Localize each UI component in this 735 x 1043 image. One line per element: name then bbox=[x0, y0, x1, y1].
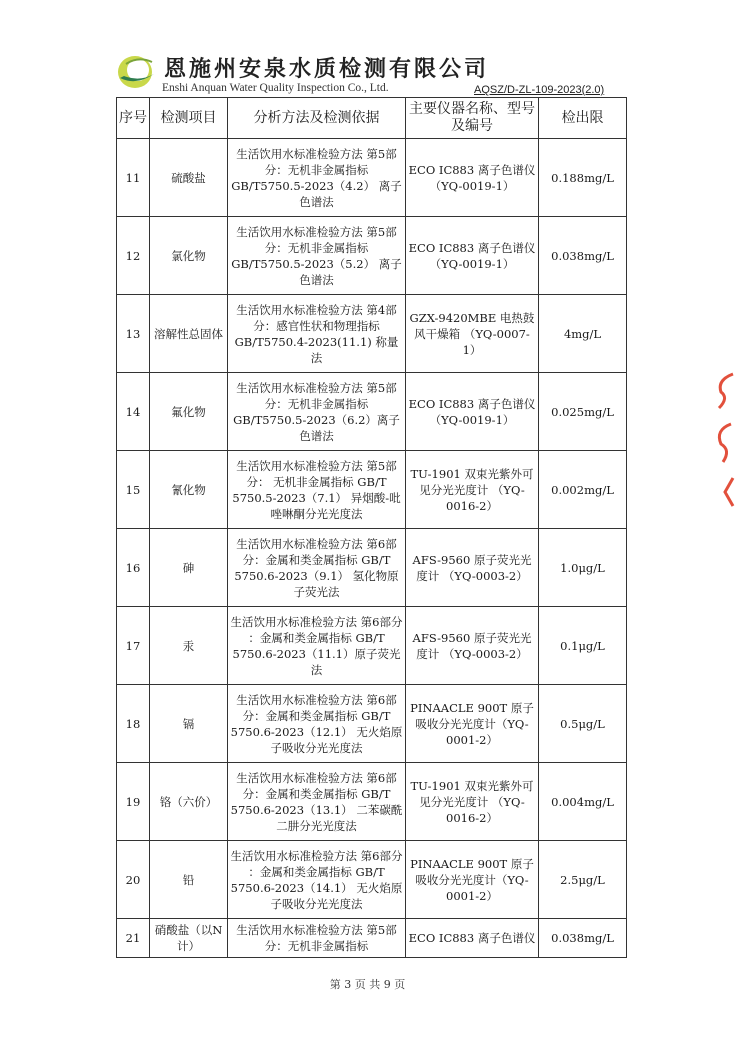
row-item: 汞 bbox=[150, 607, 228, 685]
company-logo-icon bbox=[116, 52, 158, 90]
header-instrument: 主要仪器名称、型号及编号 bbox=[406, 98, 539, 139]
row-instrument: TU-1901 双束光紫外可见分光光度计 （YQ-0016-2） bbox=[406, 451, 539, 529]
row-item: 氟化物 bbox=[150, 373, 228, 451]
row-limit: 2.5μg/L bbox=[539, 841, 627, 919]
row-item: 铅 bbox=[150, 841, 228, 919]
row-method: 生活饮用水标准检验方法 第5部分：无机非金属指标 bbox=[228, 919, 406, 958]
row-no: 17 bbox=[117, 607, 150, 685]
row-instrument: TU-1901 双束光紫外可见分光光度计 （YQ-0016-2） bbox=[406, 763, 539, 841]
row-method: 生活饮用水标准检验方法 第6部分 ：金属和类金属指标 GB/T 5750.6-2023（14.1） 无火焰原子吸收分光光度法 bbox=[228, 841, 406, 919]
table-row bbox=[117, 685, 627, 763]
row-item: 砷 bbox=[150, 529, 228, 607]
row-method: 生活饮用水标准检验方法 第5部分：无机非金属指标 GB/T5750.5-2023（5.2） 离子色谱法 bbox=[228, 217, 406, 295]
row-instrument: ECO IC883 离子色谱仪 （YQ-0019-1） bbox=[406, 373, 539, 451]
table-row bbox=[117, 217, 627, 295]
table-row bbox=[117, 295, 627, 373]
row-method: 生活饮用水标准检验方法 第6部分：金属和类金属指标 GB/T 5750.6-2023（12.1） 无火焰原子吸收分光光度法 bbox=[228, 685, 406, 763]
company-name-cn: 恩施州安泉水质检测有限公司 bbox=[164, 56, 490, 82]
row-no: 20 bbox=[117, 841, 150, 919]
table-row bbox=[117, 451, 627, 529]
header-no: 序号 bbox=[117, 98, 150, 139]
row-instrument: PINAACLE 900T 原子吸收分光光度计（YQ-0001-2） bbox=[406, 685, 539, 763]
test-methods-table bbox=[116, 97, 627, 958]
table-row bbox=[117, 607, 627, 685]
row-item: 氰化物 bbox=[150, 451, 228, 529]
row-limit: 0.025mg/L bbox=[539, 373, 627, 451]
row-instrument: ECO IC883 离子色谱仪 bbox=[406, 919, 539, 958]
row-instrument: AFS-9560 原子荧光光度计 （YQ-0003-2） bbox=[406, 607, 539, 685]
row-limit: 0.188mg/L bbox=[539, 139, 627, 217]
row-instrument: ECO IC883 离子色谱仪 （YQ-0019-1） bbox=[406, 217, 539, 295]
header-method: 分析方法及检测依据 bbox=[228, 98, 406, 139]
row-no: 15 bbox=[117, 451, 150, 529]
row-no: 21 bbox=[117, 919, 150, 958]
row-item: 硫酸盐 bbox=[150, 139, 228, 217]
table-row bbox=[117, 139, 627, 217]
table-row bbox=[117, 373, 627, 451]
row-instrument: PINAACLE 900T 原子吸收分光光度计（YQ-0001-2） bbox=[406, 841, 539, 919]
table-row bbox=[117, 763, 627, 841]
company-name-en: Enshi Anquan Water Quality Inspection Co., Ltd. bbox=[162, 82, 389, 94]
row-method: 生活饮用水标准检验方法 第5部分：无机非金属指标 GB/T5750.5-2023（6.2）离子色谱法 bbox=[228, 373, 406, 451]
row-no: 19 bbox=[117, 763, 150, 841]
row-limit: 0.5μg/L bbox=[539, 685, 627, 763]
row-limit: 0.004mg/L bbox=[539, 763, 627, 841]
page-number: 第 3 页 共 9 页 bbox=[329, 978, 406, 991]
row-no: 14 bbox=[117, 373, 150, 451]
document-code: AQSZ/D-ZL-109-2023(2.0) bbox=[474, 84, 605, 96]
header-item: 检测项目 bbox=[150, 98, 228, 139]
row-item: 镉 bbox=[150, 685, 228, 763]
table-row bbox=[117, 841, 627, 919]
row-method: 生活饮用水标准检验方法 第6部分 ：金属和类金属指标 GB/T 5750.6-2023（11.1）原子荧光法 bbox=[228, 607, 406, 685]
row-instrument: ECO IC883 离子色谱仪 （YQ-0019-1） bbox=[406, 139, 539, 217]
row-no: 13 bbox=[117, 295, 150, 373]
table-row bbox=[117, 529, 627, 607]
row-no: 11 bbox=[117, 139, 150, 217]
row-item: 硝酸盐（以N计） bbox=[150, 919, 228, 958]
row-no: 12 bbox=[117, 217, 150, 295]
row-no: 18 bbox=[117, 685, 150, 763]
row-limit: 1.0μg/L bbox=[539, 529, 627, 607]
row-method: 生活饮用水标准检验方法 第5部分： 无机非金属指标 GB/T 5750.5-2023（7.1） 异烟酸-吡唑啉酮分光光度法 bbox=[228, 451, 406, 529]
row-method: 生活饮用水标准检验方法 第4部分：感官性状和物理指标 GB/T5750.4-2023(11.1) 称量法 bbox=[228, 295, 406, 373]
row-method: 生活饮用水标准检验方法 第6部分：金属和类金属指标 GB/T 5750.6-2023（9.1） 氢化物原子荧光法 bbox=[228, 529, 406, 607]
row-item: 铬（六价） bbox=[150, 763, 228, 841]
table-row bbox=[117, 919, 627, 958]
row-item: 氯化物 bbox=[150, 217, 228, 295]
header-limit: 检出限 bbox=[539, 98, 627, 139]
row-limit: 0.1μg/L bbox=[539, 607, 627, 685]
row-item: 溶解性总固体 bbox=[150, 295, 228, 373]
row-no: 16 bbox=[117, 529, 150, 607]
row-method: 生活饮用水标准检验方法 第5部分：无机非金属指标 GB/T5750.5-2023（4.2） 离子色谱法 bbox=[228, 139, 406, 217]
row-limit: 0.002mg/L bbox=[539, 451, 627, 529]
row-limit: 0.038mg/L bbox=[539, 919, 627, 958]
table-header-row bbox=[117, 98, 627, 139]
row-method: 生活饮用水标准检验方法 第6部分：金属和类金属指标 GB/T 5750.6-2023（13.1） 二苯碳酰二肼分光光度法 bbox=[228, 763, 406, 841]
row-instrument: AFS-9560 原子荧光光度计 （YQ-0003-2） bbox=[406, 529, 539, 607]
row-limit: 0.038mg/L bbox=[539, 217, 627, 295]
seal-stamp-icon bbox=[707, 368, 735, 518]
row-limit: 4mg/L bbox=[539, 295, 627, 373]
row-instrument: GZX-9420MBE 电热鼓风干燥箱 （YQ-0007-1） bbox=[406, 295, 539, 373]
